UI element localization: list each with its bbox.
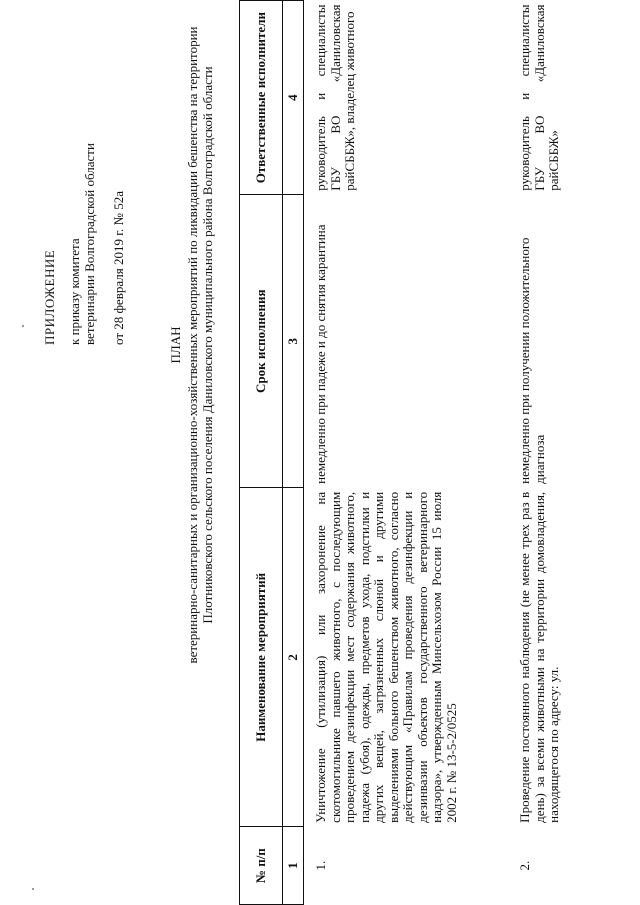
column-number: 1 xyxy=(283,827,304,905)
plan-subtitle-line-1: ветеринарно-санитарных и организационно-хозяйственных мероприятий по ликвидации бешенства на территории xyxy=(185,26,200,664)
header-number: № п/п xyxy=(240,827,283,905)
plan-heading xyxy=(168,0,215,705)
column-number: 3 xyxy=(283,195,304,488)
row-term: немедленно при получении положительного диагноза xyxy=(517,237,547,484)
row-measure: Проведение постоянного наблюдения (не менее трех раз в день) за всеми животными на территории домовладения, находящегося по адресу: ул. xyxy=(517,491,561,823)
plan-subtitle-line-2: Плотниковского сельского поселения Даниловского муниципального района Волгоградской области xyxy=(200,66,215,624)
column-number: 2 xyxy=(283,488,304,827)
column-number: 4 xyxy=(283,1,304,195)
header-measure: Наименование мероприятий xyxy=(240,488,283,827)
row-number: 1. xyxy=(313,860,328,871)
appendix-block xyxy=(42,15,126,345)
appendix-line-2: ветеринарии Волгоградской области xyxy=(82,143,97,345)
appendix-title: ПРИЛОЖЕНИЕ xyxy=(42,249,57,345)
table-row xyxy=(312,1,516,905)
table-row xyxy=(516,1,564,905)
row-number: 2. xyxy=(517,860,532,871)
plan-table xyxy=(239,0,564,905)
table-header-row xyxy=(240,1,283,905)
plan-title: ПЛАН xyxy=(168,326,183,364)
row-term: немедленно при падеже и до снятия карантина xyxy=(313,224,328,484)
table-column-number-row xyxy=(283,1,304,905)
row-measure: Уничтожение (утилизация) или захоронение на скотомогильнике павшего животного, с последующим проведением дезинфекции мест содержания животного, падежа (убоя), одежды, предметов ухода, подстилки и других вещей, загрязненных слюной и другими выделениями больного бешенством животного, согласно действующим «Правилам проведения дезинфекции и дезинвазии объектов государственного ветеринарного надзора», утвержденным Минсельхозом России 15 июля 2002 г. № 13-5-2/0525 xyxy=(313,491,459,823)
appendix-line-1: к приказу комитета xyxy=(67,238,82,345)
header-responsible: Ответственные исполнители xyxy=(240,1,283,195)
row-responsible: руководитель и специалисты ГБУ ВО «Даниловская райСББЖ» xyxy=(517,4,561,191)
header-term: Срок исполнения xyxy=(240,195,283,488)
appendix-date: от 28 февраля 2019 г. № 52а xyxy=(111,191,126,345)
row-responsible: руководитель и специалисты ГБУ ВО «Даниловская райСББЖ», владелец животного xyxy=(313,4,357,191)
